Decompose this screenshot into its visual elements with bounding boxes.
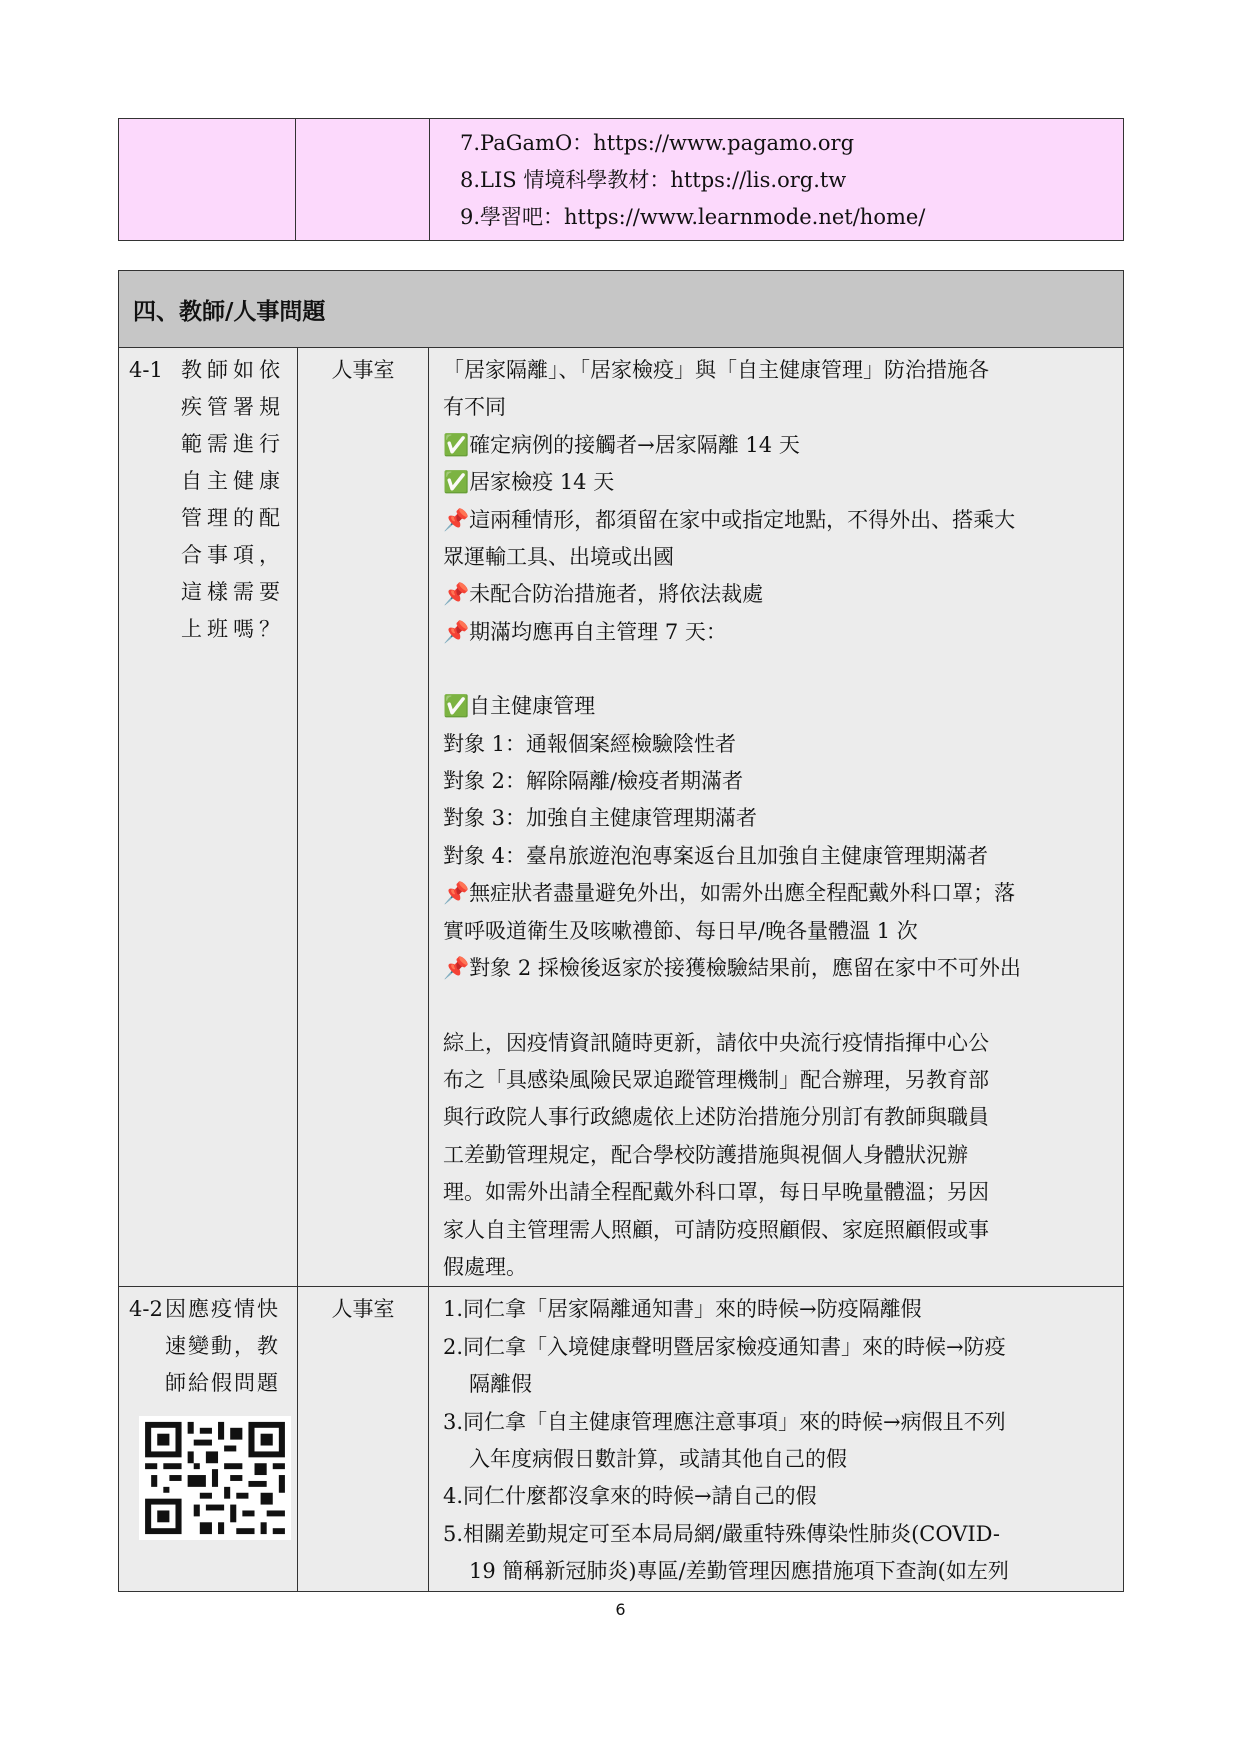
answer-line: 對象 3：加強自主健康管理期滿者 bbox=[443, 806, 758, 831]
answer-cell bbox=[429, 348, 1124, 1287]
answer-line: 實呼吸道衛生及咳嗽禮節、每日早/晚各量體溫 1 次 bbox=[443, 918, 918, 943]
answer-spacer bbox=[443, 651, 1117, 688]
answer-line: 📌這兩種情形，都須留在家中或指定地點，不得外出、搭乘大 bbox=[443, 507, 1016, 532]
question-cell bbox=[119, 1287, 298, 1591]
answer-line: 對象 2：解除隔離/檢疫者期滿者 bbox=[443, 769, 744, 794]
answer-line: 與行政院人事行政總處依上述防治措施分別訂有教師與職員 bbox=[443, 1105, 989, 1130]
answer-line: 4.同仁什麼都沒拿來的時候→請自己的假 bbox=[443, 1484, 817, 1509]
answer-line: ✅自主健康管理 bbox=[443, 694, 596, 719]
answer-line: 1.同仁拿「居家隔離通知書」來的時候→防疫隔離假 bbox=[443, 1297, 922, 1322]
table-row bbox=[119, 1287, 1124, 1591]
links-table bbox=[118, 118, 1124, 241]
answer-cell bbox=[429, 1287, 1124, 1591]
answer-line: 📌未配合防治措施者，將依法裁處 bbox=[443, 582, 764, 607]
answer-line: 隔離假 bbox=[469, 1372, 532, 1397]
link-lis[interactable]: 8.LIS 情境科學教材：https://lis.org.tw bbox=[460, 168, 847, 192]
answer-line: 假處理。 bbox=[443, 1254, 527, 1279]
question-text: 教師如依疾管署規範需進行自主健康管理的配合事項，這樣需要上班嗎？ bbox=[181, 358, 285, 641]
answer-line: 綜上，因疫情資訊隨時更新，請依中央流行疫情指揮中心公 bbox=[443, 1030, 989, 1055]
answer-line: 📌無症狀者盡量避免外出，如需外出應全程配戴外科口罩；落 bbox=[443, 881, 1016, 906]
link-pagamo[interactable]: 7.PaGamO：https://www.pagamo.org bbox=[460, 131, 855, 155]
question-number: 4-2 bbox=[129, 1297, 163, 1322]
answer-line: ✅居家檢疫 14 天 bbox=[443, 470, 615, 495]
faq-table bbox=[118, 270, 1124, 1592]
answer-line: 布之「具感染風險民眾追蹤管理機制」配合辦理，另教育部 bbox=[443, 1067, 989, 1092]
answer-line: 19 簡稱新冠肺炎)專區/差勤管理因應措施項下查詢(如左列 bbox=[469, 1559, 1009, 1584]
link-learnmode[interactable]: 9.學習吧：https://www.learnmode.net/home/ bbox=[460, 205, 926, 229]
answer-line: 📌對象 2 採檢後返家於接獲檢驗結果前，應留在家中不可外出 bbox=[443, 956, 1021, 981]
answer-spacer bbox=[443, 988, 1117, 1025]
empty-cell bbox=[296, 119, 430, 241]
answer-line: 3.同仁拿「自主健康管理應注意事項」來的時候→病假且不列 bbox=[443, 1409, 1006, 1434]
answer-line: 家人自主管理需人照顧，可請防疫照顧假、家庭照顧假或事 bbox=[443, 1217, 989, 1242]
question-number: 4-1 bbox=[129, 358, 163, 382]
answer-line: 有不同 bbox=[443, 395, 506, 420]
question-text: 因應疫情快速變動，教師給假問題 bbox=[165, 1297, 280, 1396]
answer-line: 工差勤管理規定，配合學校防護措施與視個人身體狀況辦 bbox=[443, 1142, 968, 1167]
answer-line: 「居家隔離」、「居家檢疫」與「自主健康管理」防治措施各 bbox=[443, 358, 989, 382]
qr-code-icon[interactable] bbox=[139, 1416, 291, 1540]
page-number: 6 bbox=[615, 1600, 626, 1619]
question-cell bbox=[119, 348, 298, 1287]
department-cell: 人事室 bbox=[298, 1287, 429, 1591]
department-cell: 人事室 bbox=[298, 348, 429, 1287]
answer-line: 5.相關差勤規定可至本局局網/嚴重特殊傳染性肺炎(COVID- bbox=[443, 1521, 1001, 1546]
table-row bbox=[119, 348, 1124, 1287]
section-title: 四、教師/人事問題 bbox=[119, 271, 1124, 348]
answer-line: ✅確定病例的接觸者→居家隔離 14 天 bbox=[443, 432, 800, 457]
answer-line: 📌期滿均應再自主管理 7 天： bbox=[443, 619, 727, 644]
answer-line: 眾運輸工具、出境或出國 bbox=[443, 545, 674, 570]
links-cell bbox=[430, 119, 1124, 241]
empty-cell bbox=[119, 119, 296, 241]
answer-line: 入年度病假日數計算，或請其他自己的假 bbox=[469, 1446, 847, 1471]
answer-line: 2.同仁拿「入境健康聲明暨居家檢疫通知書」來的時候→防疫 bbox=[443, 1334, 1006, 1359]
answer-line: 理。如需外出請全程配戴外科口罩，每日早晚量體溫；另因 bbox=[443, 1180, 989, 1205]
answer-line: 對象 4：臺帛旅遊泡泡專案返台且加強自主健康管理期滿者 bbox=[443, 843, 989, 868]
answer-line: 對象 1：通報個案經檢驗陰性者 bbox=[443, 731, 737, 756]
